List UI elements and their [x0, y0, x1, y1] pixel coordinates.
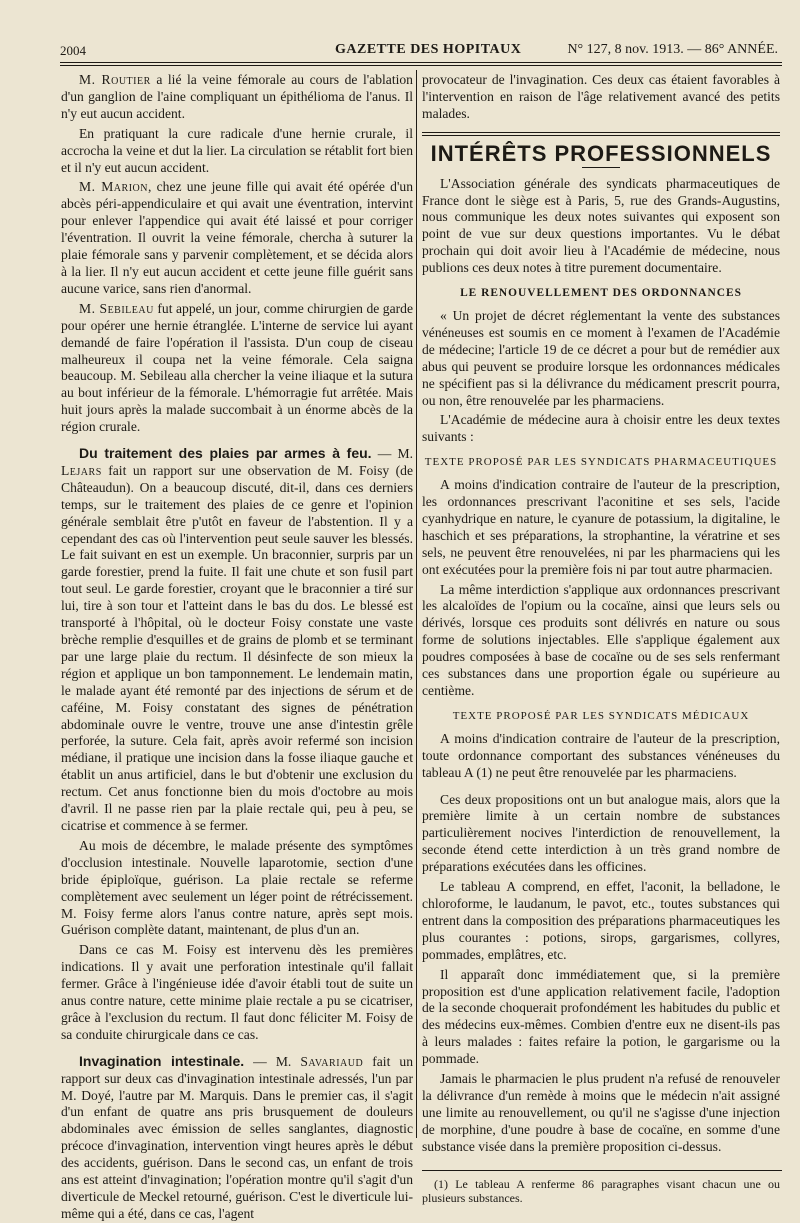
author-name: M. Marion [79, 179, 148, 195]
paragraph-sebileau [61, 301, 413, 436]
section-heading: Du traitement des plaies par armes à feu. [79, 445, 372, 462]
subheading-syndicats-pharma: TEXTE PROPOSÉ PAR LES SYNDICATS PHARMACEUTIQUES [424, 456, 778, 469]
paragraph-text: fait un rapport sur une observation de M. Foisy (de Châteaudun). On a beaucoup discuté, dit-il, dans ces derniers temps, sur le traitement des plaies de ce genre et l'opinion générale semblait être p'utôt en faveur de l'abstention. Il y a cependant des cas où l'intervention peut seule sauver les blessés. Le fait suivant en est un exemple. Un braconnier, surpris par un garde forestier, prend la fuite. Il fait une chute et son fusil part tout seul. Le garde forestier, croyant que le braconnier a tiré sur lui, tire à son tour et l'atteint dans le bas du dos. Le blessé est transporté à l'hôpital, où le docteur Foisy constate une vaste brèche remplie d'esquilles et de grains de plomb et se terminant par une large plaie du rectum. Il désinfecte de son mieux la région et applique un bon tamponnement. Le lendemain matin, le malade ayant été remonté par des injections de sérum et de caféine, M. Foisy constatant des signes de pénétration abdominale ouvre le ventre, trouve une anse d'intestin grêle perforée, la suture. Cela fait, après avoir refermé son incision médiane, il pratique une incision dans la fosse iliaque gauche et établit un anus artificiel, dans le but d'obtenir une exclusion du rectum. Cet anus fonctionne bien du mois d'octobre au mois d'avril. Il ne passe rien par la plaie rectale qui, peu à peu, se cicatrise et commence à se fermer. [61, 462, 413, 833]
paragraph-discussion-4: Jamais le pharmacien le plus prudent n'a refusé de renouveler la délivrance d'un remède à moins que le médecin n'ait assigné une limite au renouvellement, ou qu'il ne s'agisse d'une injection de morphine, d'une poudre à base de cocaïne, en somme d'une substance visée dans la première proposition ci-dessus. [422, 1071, 780, 1154]
paragraph-quote: « Un projet de décret réglementant la vente des substances vénéneuses est soumis en ce moment à l'examen de l'Académie de médecine; l'article 19 de ce décret a pour but de remédier aux abus qui peuvent se produire lorsque les ordonnances médicales ne spécifient pas si la délivrance du médicament prescrit pourra, ou non, être renouvelée par les pharmaciens. [422, 307, 780, 408]
section-title: INTÉRÊTS PROFESSIONNELS [430, 140, 772, 166]
paragraph-text: fut appelé, un jour, comme chirurgien de garde pour opérer une hernie étranglée. L'interne de service lui ayant demandé de faire l'opération il l'assista. D'un coup de ciseau malheureux il coupa net la veine fémorale. Cela saigna beaucoup. M. Sebileau alla chercher la veine iliaque et la sutura au bout inférieur de la fémorale. L'hémorragie fut arrêtée. Mais huit jours après la malade succombait à un énorme abcès de la région crurale. [61, 300, 413, 435]
section-plaies [61, 445, 413, 835]
footnote: (1) Le tableau A renferme 86 paragraphes visant chacun une ou plusieurs substances. [422, 1176, 780, 1205]
issue-info: N° 127, 8 nov. 1913. — 86° ANNÉE. [567, 42, 778, 57]
heading-dash: — M. [244, 1053, 301, 1069]
author-name: Savariaud [300, 1053, 364, 1069]
title-underline [582, 167, 620, 168]
footnote-rule [422, 1170, 782, 1171]
paragraph-routier [61, 72, 413, 123]
paragraph-synd-2: La même interdiction s'applique aux ordonnances prescrivant les alcaloïdes de l'opium ou la cocaïne, ainsi que leurs sels ou dérivés, lorsque ces produits sont délivrés en nature ou sous forme de solutions injectables. Elle s'applique également aux poudres composées à base de cocaïne ou de ses sels renfermant ces substances dans une proportion égale ou supérieure au centième. [422, 581, 780, 698]
author-name: Lejars [61, 462, 102, 478]
paragraph-hernie: En pratiquant la cure radicale d'une hernie crurale, il accrocha la veine et dut la lier. La circulation se rétablit fort bien et il n'y eut aucun accident. [61, 125, 413, 175]
subheading-renouvellement: LE RENOUVELLEMENT DES ORDONNANCES [460, 287, 742, 300]
paragraph-text: a lié la veine fémorale au cours de l'ablation d'un ganglion de l'aine compliquant un épithélioma de l'anus. Il n'y eut aucun accident. [61, 72, 413, 121]
page-header [60, 40, 778, 62]
heading-dash: — M. [371, 446, 413, 462]
journal-title: GAZETTE DES HOPITAUX [335, 42, 522, 57]
paragraph-synd-1: A moins d'indication contraire de l'auteur de la prescription, les ordonnances prescrivant l'aconitine et ses sels, l'acide cyanhydrique en nature, le cyanure de potassium, la digitaline, le haschich et ses préparations, la strophantine, la vératrine et ses sels, ne peuvent être renouvelées, ni par les pharmaciens qui les ont exécutées pour la première fois ni par tout autre pharmacien. [422, 477, 780, 577]
author-name: M. Routier [79, 72, 151, 87]
header-rule [60, 62, 782, 66]
paragraph-marion [61, 179, 413, 297]
paragraph-discussion-1: Ces deux propositions ont un but analogue mais, alors que la première limite à un certain nombre de substances particulièrement nocives l'interdiction de renouvellement, la seconde étend cette interdiction à un très grand nombre de préparations exécutées dans les officines. [422, 791, 780, 875]
paragraph-discussion-2: Le tableau A comprend, en effet, l'aconit, la belladone, le chloroforme, le laudanum, le pavot, etc., toutes substances qui entrent dans la composition des préparations pharmaceutiques les plus courantes : potions, sirops, gargarismes, collyres, pommades, emplâtres, etc. [422, 879, 780, 962]
paragraph-academie: L'Académie de médecine aura à choisir entre les deux textes suivants : [422, 412, 780, 445]
paragraph-text: , chez une jeune fille qui avait été opérée d'un abcès péri-appendiculaire et qui avait une éventration, intervint pour enlever l'appendice qui avait été laissé et pour corriger l'éventration. Il ouvrit la veine fémorale, chercha à suturer la plaie fémorale sans y parvenir complètement, et se décida alors à la lier. Il n'y eut aucun accident et cette jeune fille guérit sans aucune varice, sans rien d'anormal. [61, 179, 414, 296]
subheading-syndicats-medicaux: TEXTE PROPOSÉ PAR LES SYNDICATS MÉDICAUX [452, 709, 750, 722]
paragraph-intro: L'Association générale des syndicats pharmaceutiques de France dont le siège est à Paris, 5, rue des Grands-Augustins, nous communique les deux notes suivantes qui exposent son point de vue sur deux questions importantes. Vu le débat prochain qui doit avoir lieu à l'Académie de médecine, nous publions ces deux notes à titre purement documentaire. [422, 175, 780, 276]
section-rule [422, 132, 780, 136]
paragraph-discussion-3: Il apparaît donc immédiatement que, si la première proposition est d'une application relativement facile, l'adoption de la seconde choquerait profondément les habitudes du public et des médecins eux-mêmes. Combien d'entre eux ne disent-ils pas à leurs malades : faites refaire la potion, le gargarisme ou la pommade. [422, 966, 780, 1067]
author-name: M. Sebileau [79, 300, 154, 316]
paragraph-med-1: A moins d'indication contraire de l'auteur de la prescription, toute ordonnance comportant des substances vénéneuses du tableau A (1) ne peut être renouvelée par les pharmaciens. [422, 730, 780, 780]
section-heading: Invagination intestinale. [79, 1052, 245, 1069]
paragraph-decembre: Au mois de décembre, le malade présente des symptômes d'occlusion intestinale. Nouvelle laparotomie, section d'une bride épiploïque, guérison. La plaie rectale se referme complètement avec seulement un léger point de rétrécissement. M. Foisy ferme alors l'anus contre nature, après sept mois. Guérison complète datant, maintenant, de plus d'un an. [61, 837, 413, 938]
paragraph-text: fait un rapport sur deux cas d'invagination intestinale adressés, l'un par M. Doyé, l'autre par M. Marquis. Dans le premier cas, il s'agit d'un enfant de quatre ans pris brusquement de douleurs abdominales avec émission de selles sanglantes, diagnostic précoce d'invagination, intervention vingt heures après le début des accidents, guérison. Dans le second cas, un enfant de trois ans est atteint d'invagination; l'opération montre qu'il s'agit d'un diverticule de Meckel retourné, guérison. C'est le diverticule lui-même qui a été, dans ce cas, l'agent [61, 1053, 413, 1221]
paragraph-continuation: provocateur de l'invagination. Ces deux cas étaient favorables à l'intervention en raison de l'âge relativement avancé des petits malades. [422, 72, 780, 121]
left-column [61, 72, 413, 1223]
section-invagination [61, 1053, 413, 1223]
right-column [422, 72, 780, 1205]
page-number: 2004 [60, 43, 86, 58]
paragraph-conclusion-foisy: Dans ce cas M. Foisy est intervenu dès les premières indications. Il y avait une perforation intestinale qu'il fallait fermer. Grâce à l'ingénieuse idée d'avoir établi tout de suite un anus contre nature, cette minime plaie rectale a pu se cicatriser, grâce à l'exclusion du rectum. Il faut donc féliciter M. Foisy de sa conduite chirurgicale dans ce cas. [61, 942, 413, 1042]
column-divider [416, 70, 417, 1138]
